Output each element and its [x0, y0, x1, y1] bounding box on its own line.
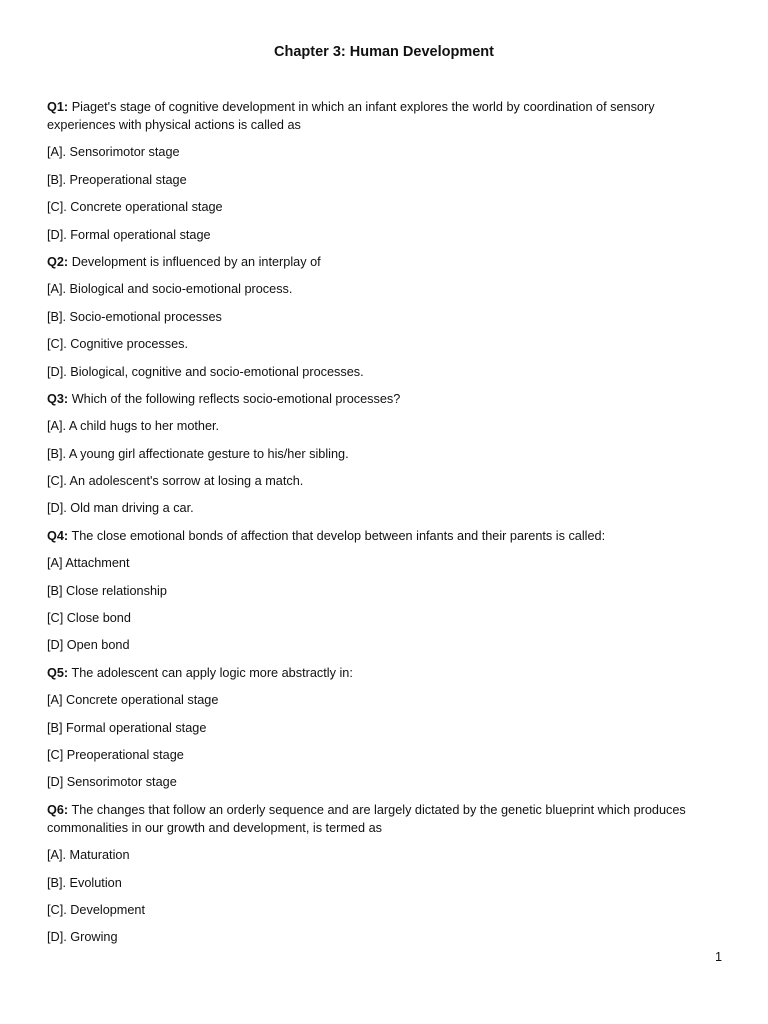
- answer-option-c: [C]. An adolescent's sorrow at losing a match.: [47, 474, 304, 489]
- page-number: 1: [714, 950, 722, 964]
- question-stem: [47, 253, 717, 271]
- answer-option-a: [A]. Maturation: [47, 848, 130, 863]
- answer-option-d: [D]. Formal operational stage: [47, 227, 211, 242]
- answer-option-c: [C]. Concrete operational stage: [47, 200, 223, 215]
- answer-option-a: [A] Attachment: [47, 556, 130, 571]
- question-number: Q6:: [47, 802, 69, 817]
- question-2: [47, 253, 717, 381]
- answer-option-b: [B]. Evolution: [47, 875, 122, 890]
- question-number: Q2:: [47, 254, 69, 269]
- answer-option-d: [D]. Growing: [47, 930, 118, 945]
- answer-option-a: [A]. Sensorimotor stage: [47, 145, 180, 160]
- answer-option-b: [B] Close relationship: [47, 583, 167, 598]
- question-5: [47, 664, 717, 792]
- answer-option-d: [D] Open bond: [47, 638, 130, 653]
- question-3: [47, 390, 717, 518]
- question-4: [47, 527, 717, 655]
- question-stem: [47, 390, 717, 408]
- answer-option-c: [C]. Development: [47, 902, 146, 917]
- answer-option-a: [A]. A child hugs to her mother.: [47, 419, 220, 434]
- answer-option-c: [C] Preoperational stage: [47, 747, 184, 762]
- question-text: The adolescent can apply logic more abstractly in:: [71, 665, 353, 680]
- answer-option-a: [A] Concrete operational stage: [47, 693, 219, 708]
- question-number: Q4:: [47, 528, 69, 543]
- question-text: Which of the following reflects socio-emotional processes?: [71, 391, 401, 406]
- question-text: The close emotional bonds of affection that develop between infants and their parents is called:: [71, 528, 606, 543]
- question-stem: [47, 801, 717, 837]
- answer-option-b: [B] Formal operational stage: [47, 720, 207, 735]
- question-text: Development is influenced by an interplay of: [71, 254, 321, 269]
- question-text: The changes that follow an orderly sequence and are largely dictated by the genetic blueprint which produces commonalities in our growth and development, is termed as: [47, 802, 686, 835]
- answer-option-c: [C] Close bond: [47, 611, 131, 626]
- answer-option-c: [C]. Cognitive processes.: [47, 337, 189, 352]
- question-number: Q3:: [47, 391, 69, 406]
- question-6: [47, 801, 717, 947]
- question-number: Q1:: [47, 100, 69, 114]
- question-number: Q5:: [47, 665, 69, 680]
- document-title: Chapter 3: Human Development: [274, 44, 494, 60]
- answer-option-b: [B]. A young girl affectionate gesture to his/her sibling.: [47, 446, 349, 461]
- question-1: [47, 98, 717, 244]
- question-stem: [47, 664, 717, 682]
- question-stem: [47, 98, 717, 134]
- answer-option-d: [D]. Biological, cognitive and socio-emotional processes.: [47, 364, 364, 379]
- answer-option-a: [A]. Biological and socio-emotional process.: [47, 282, 293, 297]
- question-text: Piaget's stage of cognitive development in which an infant explores the world by coordination of sensory experiences with physical actions is called as: [47, 100, 655, 132]
- answer-option-b: [B]. Preoperational stage: [47, 172, 187, 187]
- answer-option-d: [D]. Old man driving a car.: [47, 501, 194, 516]
- answer-option-b: [B]. Socio-emotional processes: [47, 309, 222, 324]
- question-list: [47, 98, 717, 956]
- question-stem: [47, 527, 717, 545]
- answer-option-d: [D] Sensorimotor stage: [47, 775, 177, 790]
